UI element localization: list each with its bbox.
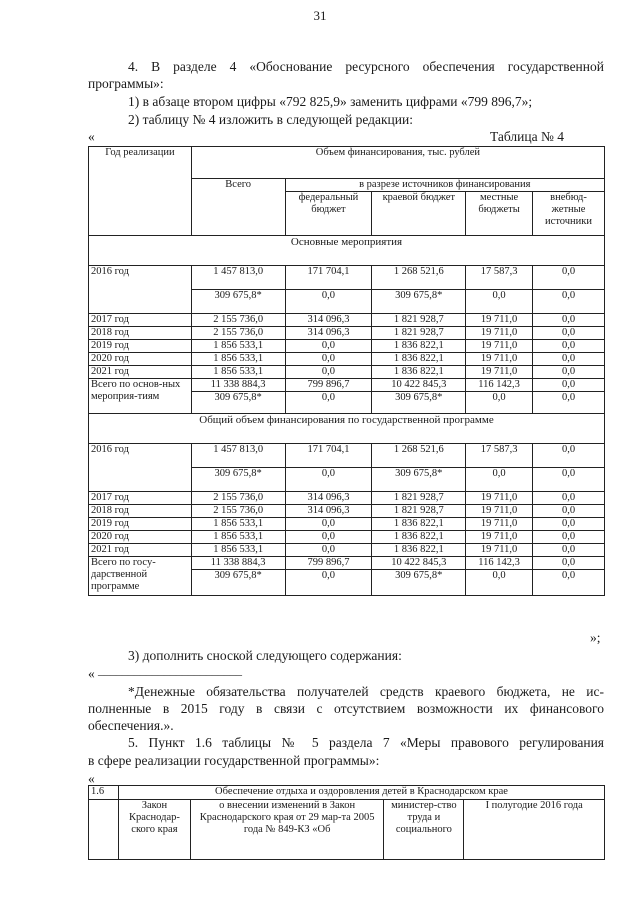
para5-line1: 5. Пункт 1.6 таблицы № 5 раздела 7 «Меры правового регулирования [128,735,604,750]
quote-close: »; [590,630,601,645]
table-row: 309 675,8* 0,0 309 675,8* 0,0 0,0 [89,570,605,596]
table4-caption: Таблица № 4 [490,129,564,144]
table-row: 309 675,8* 0,0 309 675,8* 0,0 0,0 [89,290,605,314]
quote-open: « [88,129,95,144]
table-row: 2018 год 2 155 736,0 314 096,3 1 821 928,7 19 711,0 0,0 [89,327,605,340]
table-row: 2021 год 1 856 533,1 0,0 1 836 822,1 19 711,0 0,0 [89,366,605,379]
para4-line1: 4. В разделе 4 «Обоснование ресурсного обеспечения государственной [128,59,604,74]
table-row: 2019 год 1 856 533,1 0,0 1 836 822,1 19 711,0 0,0 [89,518,605,531]
table-row: 2020 год 1 856 533,1 0,0 1 836 822,1 19 711,0 0,0 [89,531,605,544]
para4-line2: программы»: [88,76,164,91]
section-total-program: Общий объем финансирования по государственной программе [89,414,605,444]
table5-law: Закон Краснодар-ского края [118,800,190,860]
para4-item1: 1) в абзаце втором цифры «792 825,9» заменить цифрами «799 896,7»; [128,94,533,109]
header-year: Год реализации [89,147,192,236]
table5-num: 1.6 [89,786,119,800]
table-row: 2016 год 1 457 813,0 171 704,1 1 268 521,6 17 587,3 0,0 [89,266,605,290]
footnote-line1: *Денежные обязательства получателей средств краевого бюджета, не ис- [128,684,604,699]
table-row: 2018 год 2 155 736,0 314 096,3 1 821 928,7 19 711,0 0,0 [89,505,605,518]
table-row: 2016 год 1 457 813,0 171 704,1 1 268 521,6 17 587,3 0,0 [89,444,605,468]
footnote-rule: ________________________ [98,663,242,677]
table-4 [88,146,605,596]
header-total: Всего [191,179,285,236]
header-federal: федеральный бюджет [285,192,372,236]
header-regional: краевой бюджет [372,192,466,236]
para5-line2: в сфере реализации государственной программы»: [88,753,380,768]
section-main-activities: Основные мероприятия [89,236,605,266]
table-row: 2017 год 2 155 736,0 314 096,3 1 821 928,7 19 711,0 0,0 [89,314,605,327]
page-number: 31 [313,8,327,23]
footnote-line2: полненные в 2015 году в связи с отсутствием возможности их финансового [88,701,604,716]
table5-title: Обеспечение отдыха и оздоровления детей в Краснодарском крае [118,786,604,800]
table-row: 2017 год 2 155 736,0 314 096,3 1 821 928,7 19 711,0 0,0 [89,492,605,505]
total-label-program: Всего по госу-дарственной программе [89,557,192,596]
table5-subject: о внесении изменений в Закон Краснодарского края от 29 мар-та 2005 года № 849-КЗ «Об [190,800,384,860]
para4-item2: 2) таблицу № 4 изложить в следующей редакции: [128,112,413,127]
table-row: 2020 год 1 856 533,1 0,0 1 836 822,1 19 711,0 0,0 [89,353,605,366]
table5-ministry: министер-ство труда и социального [384,800,464,860]
table-5 [88,785,605,860]
table-row: 2021 год 1 856 533,1 0,0 1 836 822,1 19 711,0 0,0 [89,544,605,557]
footnote-open: « [88,666,95,681]
header-extra: внебюд-жетные источники [533,192,605,236]
table-row: 309 675,8* 0,0 309 675,8* 0,0 0,0 [89,468,605,492]
header-local: местные бюджеты [466,192,533,236]
quote-open-2: « [88,771,95,786]
table-row: Всего по основ-ных мероприя-тиям 11 338 884,3 799 896,7 10 422 845,3 116 142,3 0,0 [89,379,605,392]
table-row: 2019 год 1 856 533,1 0,0 1 836 822,1 19 711,0 0,0 [89,340,605,353]
table-row: 309 675,8* 0,0 309 675,8* 0,0 0,0 [89,392,605,414]
table-row: Всего по госу-дарственной программе 11 338 884,3 799 896,7 10 422 845,3 116 142,3 0,0 [89,557,605,570]
total-label-main: Всего по основ-ных мероприя-тиям [89,379,192,414]
footnote-line3: обеспечения.». [88,718,174,733]
item3: 3) дополнить сноской следующего содержания: [128,648,402,663]
header-by-source: в разрезе источников финансирования [285,179,604,192]
header-volume: Объем финансирования, тыс. рублей [191,147,604,179]
table5-term: I полугодие 2016 года [464,800,605,860]
